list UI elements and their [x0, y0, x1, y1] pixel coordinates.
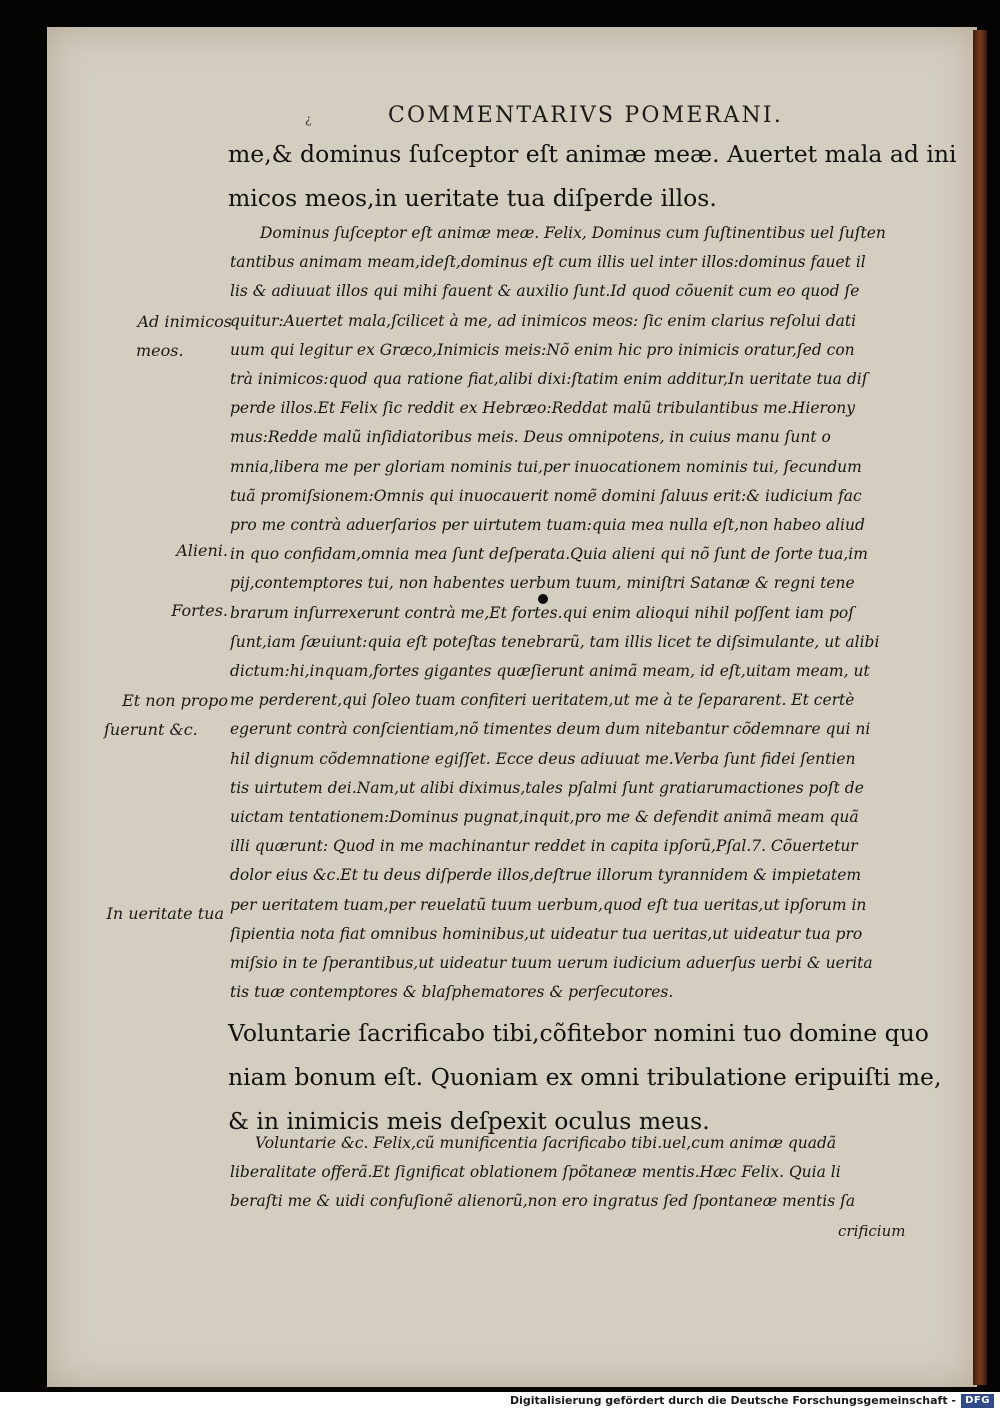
commentary-line: brarum inſurrexerunt contrà me,Et fortes.qui enim alioqui nihil poſſent iam poſ	[230, 603, 854, 622]
commentary-line: perde illos.Et Felix ſic reddit ex Hebræo:Reddat malũ tribulantibus me.Hierony	[230, 399, 856, 418]
margin-note-in-ueritate-tua	[96, 899, 224, 928]
commentary-line: Voluntarie &c. Felix,cũ munificentia ſacrificabo tibi.uel,cum animæ quadã	[255, 1134, 837, 1152]
dfg-logo-icon: DFG	[961, 1394, 994, 1408]
catchword: crificium	[838, 1222, 906, 1240]
psalm-verse-1	[228, 132, 957, 220]
psalm-line: me,& dominus ſuſceptor eſt animæ meæ. Auertet mala ad ini	[228, 140, 957, 168]
commentary-line: pij,contemptores tui, non habentes uerbum tuum, miniſtri Satanæ & regni tene	[230, 574, 855, 593]
commentary-line: ſunt,iam ſæuiunt:quia eſt poteſtas tenebrarũ, tam illis licet te diſsimulante, ut alibi	[230, 632, 880, 651]
commentary-line: Dominus ſuſceptor eſt animæ meæ. Felix, Dominus cum ſuſtinentibus uel ſuſten	[260, 224, 886, 242]
commentary-line: illi quærunt: Quod in me machinantur reddet in capita ipſorũ,Pſal.7. Cõuertetur	[230, 837, 858, 856]
margin-note-line: meos.	[136, 341, 184, 360]
commentary-line: dolor eius &c.Et tu deus diſperde illos,deſtrue illorum tyrannidem & impietatem	[230, 866, 862, 885]
commentary-line: uum qui legitur ex Græco,Inimicis meis:Nõ enim hic pro inimicis oratur,ſed con	[230, 340, 855, 359]
commentary-line: tantibus animam meam,ideſt,dominus eſt cum illis uel inter illos:dominus fauet il	[230, 253, 866, 272]
margin-note-line: Alieni.	[176, 541, 228, 560]
folio-mark: ¿	[305, 112, 312, 126]
commentary-line: mnia,libera me per gloriam nominis tui,per inuocationem nominis tui, ſecundum	[230, 457, 862, 476]
commentary-line: per ueritatem tuam,per reuelatũ tuum uerbum,quod eſt tua ueritas,ut ipſorum in	[230, 895, 867, 914]
margin-note-et-non-proposuerunt	[96, 686, 228, 744]
psalm-line: Voluntarie ſacrificabo tibi,cõfitebor nomini tuo domine quo	[228, 1019, 929, 1047]
commentary-line: hil dignum cõdemnatione egiſſet. Ecce deus adiuuat me.Verba ſunt fidei ſentien	[230, 749, 856, 768]
commentary-line: egerunt contrà conſcientiam,nõ timentes deum dum nitebantur cõdemnare qui ni	[230, 720, 871, 739]
psalm-verse-2	[228, 1011, 948, 1143]
commentary-line: tis tuæ contemptores & blaſphematores & perſecutores.	[230, 983, 674, 1002]
commentary-line: miſsio in te ſperantibus,ut uideatur tuum uerum iudicium aduerſus uerbi & uerita	[230, 954, 873, 973]
commentary-line: ſipientia nota fiat omnibus hominibus,ut uideatur tua ueritas,ut uideatur tua pro	[230, 924, 863, 943]
commentary-block-2	[230, 1129, 940, 1217]
commentary-line: mus:Redde malũ inſidiatoribus meis. Deus omnipotens, in cuius manu ſunt o	[230, 428, 831, 447]
margin-note-fortes	[120, 596, 228, 625]
commentary-line: trà inimicos:quod qua ratione fiat,alibi dixi:ſtatim enim additur,In ueritate tua diſ	[230, 370, 868, 389]
commentary-line: quitur:Auertet mala,ſcilicet à me, ad inimicos meos: ſic enim clarius reſolui dati	[230, 311, 857, 330]
psalm-line: micos meos,in ueritate tua diſperde illos.	[228, 184, 717, 212]
commentary-line: in quo confidam,omnia mea ſunt deſperata.Quia alieni qui nõ ſunt de ſorte tua,im	[230, 545, 868, 564]
psalm-line: niam bonum eſt. Quoniam ex omni tribulatione eripuiſti me,	[228, 1063, 942, 1091]
commentary-line: lis & adiuuat illos qui mihi fauent & auxilio ſunt.Id quod cõuenit cum eo quod ſe	[230, 282, 860, 301]
commentary-line: pro me contrà aduerſarios per uirtutem tuam:quia mea nulla eſt,non habeo aliud	[230, 516, 865, 535]
margin-note-ad-inimicos	[120, 307, 232, 365]
ink-blot	[538, 594, 548, 604]
commentary-line: liberalitate offerã.Et ſignificat oblationem ſpõtaneæ mentis.Hæc Felix. Quia li	[230, 1163, 841, 1182]
psalm-line: & in inimicis meis deſpexit oculus meus.	[228, 1107, 710, 1135]
commentary-line: beraſti me & uidi confuſionẽ alienorũ,non ero ingratus ſed ſpontaneæ mentis ſa	[230, 1192, 856, 1211]
footer-bar	[0, 1392, 1000, 1411]
commentary-block-1	[230, 219, 940, 1007]
margin-note-line: Fortes.	[171, 601, 228, 620]
commentary-line: dictum:hi,inquam,fortes gigantes quæſierunt animã meam, id eſt,uitam meam, ut	[230, 662, 870, 681]
footer-credit: Digitalisierung gefördert durch die Deutsche Forschungsgemeinschaft -	[509, 1394, 956, 1407]
margin-note-line: Ad inimicos	[137, 312, 232, 331]
running-head: COMMENTARIVS POMERANI.	[388, 103, 784, 128]
margin-note-line: In ueritate tua	[106, 904, 224, 923]
commentary-line: me perderent,qui ſoleo tuam confiteri ueritatem,ut me à te ſepararent. Et certè	[230, 691, 855, 710]
margin-note-alieni	[120, 536, 228, 565]
commentary-line: tuã promiſsionem:Omnis qui inuocauerit nomẽ domini ſaluus erit:& iudicium fac	[230, 486, 862, 505]
commentary-line: uictam tentationem:Dominus pugnat,inquit,pro me & defendit animã meam quã	[230, 808, 859, 827]
margin-note-line: ſuerunt &c.	[104, 720, 198, 739]
margin-note-line: Et non propo	[122, 691, 228, 710]
commentary-line: tis uirtutem dei.Nam,ut alibi diximus,tales pſalmi ſunt gratiarumactiones poſt de	[230, 778, 864, 797]
page-edge	[973, 30, 987, 1385]
